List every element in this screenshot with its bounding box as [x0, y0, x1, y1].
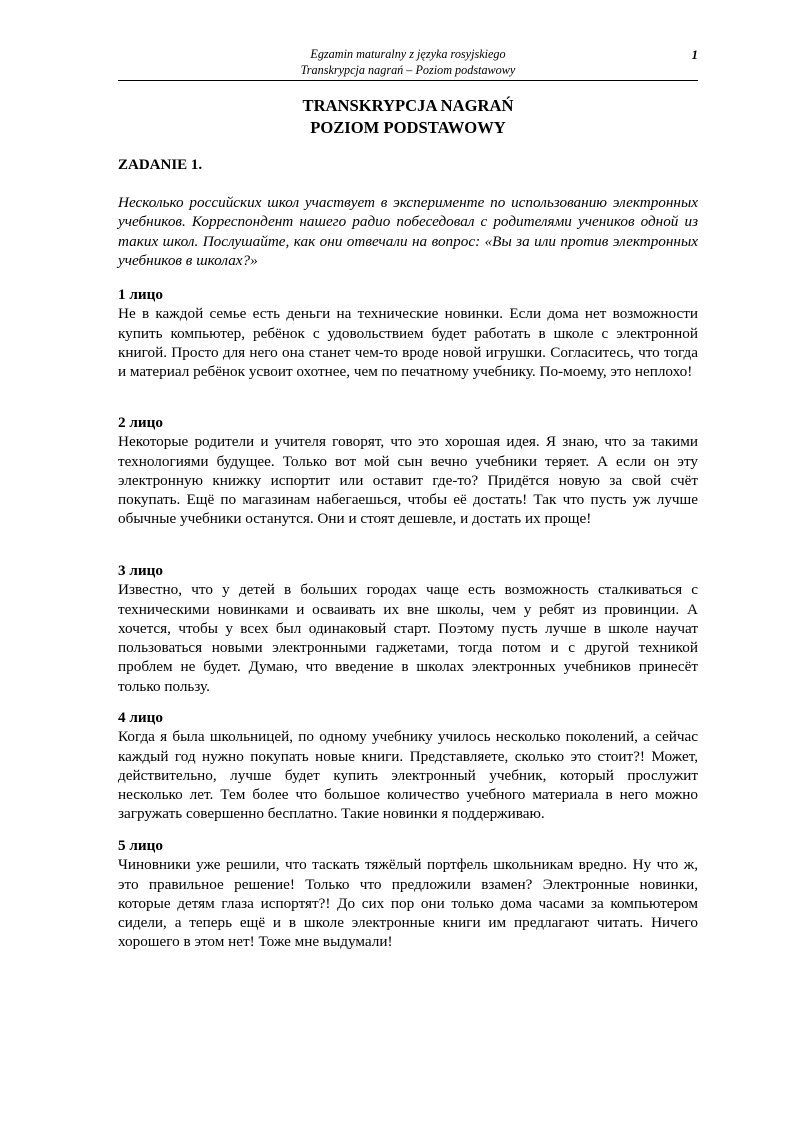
- speaker-label: 1 лицо: [118, 286, 164, 303]
- header-divider: [118, 80, 698, 81]
- speaker-block-2: [118, 413, 698, 529]
- header-subtitle: Transkrypcja nagrań – Poziom podstawowy: [300, 63, 516, 77]
- speaker-block-5: [118, 836, 698, 952]
- speaker-label: 3 лицо: [118, 562, 164, 579]
- page-header: [118, 47, 698, 81]
- speaker-label: 4 лицо: [118, 709, 164, 726]
- speaker-text: Известно, что у детей в больших городах чаще есть возможность сталкиваться с техническими новинками и осваивать их вне школы, чем у ребят из провинции. А хочется, чтобы у всех был одинаковый старт. Поэтому пусть лучше в школе научат пользоваться новыми электронными гаджетами, тогда потом и с другой техникой проблем не будет. Думаю, что введение в школах электронных учебников принесёт только пользу.: [118, 581, 698, 695]
- speaker-block-4: [118, 708, 698, 824]
- document-subtitle: POZIOM PODSTAWOWY: [310, 118, 506, 137]
- speaker-text: Чиновники уже решили, что таскать тяжёлый портфель школьникам вредно. Ну что ж, это правильное решение! Только что предложили взамен? Электронные новинки, которые детям глаза испортят?! До сих пор они только дома часами за компьютером сидели, а теперь ещё и в школе электронные книги им предлагают читать. Ничего хорошего в этом нет! Тоже мне выдумали!: [118, 856, 698, 951]
- speaker-text: Некоторые родители и учителя говорят, что это хорошая идея. Я знаю, что за такими технологиями будущее. Только вот мой сын вечно учебники теряет. А если он эту электронную книжку испортит или оставит где-то? Придётся новую за свой счёт покупать. Ещё по магазинам набегаешься, чтобы её достать! Так что пусть уж лучше обычные учебники останутся. Они и стоят дешевле, и достать их проще!: [118, 433, 698, 528]
- speaker-text: Когда я была школьницей, по одному учебнику училось несколько поколений, а сейчас каждый год нужно покупать новые книги. Представляете, сколько это стоит?! Может, действительно, лучше будет купить электронный учебник, который прослужит несколько лет. Тем более что большое количество учебного материала в него можно загружать совершенно бесплатно. Такие новинки я поддерживаю.: [118, 728, 698, 823]
- task-intro: Несколько российских школ участвует в эксперименте по использованию электронных учебников. Корреспондент нашего радио побеседовал с родителями учеников одной из таких школ. Послушайте, как они отвечали на вопрос: «Вы за или против электронных учебников в школах?»: [118, 194, 698, 269]
- speaker-label: 5 лицо: [118, 837, 164, 854]
- document-title: TRANSKRYPCJA NAGRAŃ: [302, 96, 514, 115]
- speaker-block-1: [118, 285, 698, 381]
- header-exam-title: Egzamin maturalny z języka rosyjskiego: [310, 47, 506, 61]
- speaker-text: Не в каждой семье есть деньги на технические новинки. Если дома нет возможности купить компьютер, ребёнок с удовольствием будет работать в школе с электронной книгой. Просто для него она станет чем-то вроде новой игрушки. Согласитесь, что тогда и материал ребёнок усвоит охотнее, чем по печатному учебнику. По-моему, это неплохо!: [118, 305, 698, 381]
- page-number: 1: [691, 47, 698, 62]
- task-heading: ZADANIE 1.: [118, 157, 203, 173]
- speaker-label: 2 лицо: [118, 414, 164, 431]
- speaker-block-3: [118, 561, 698, 696]
